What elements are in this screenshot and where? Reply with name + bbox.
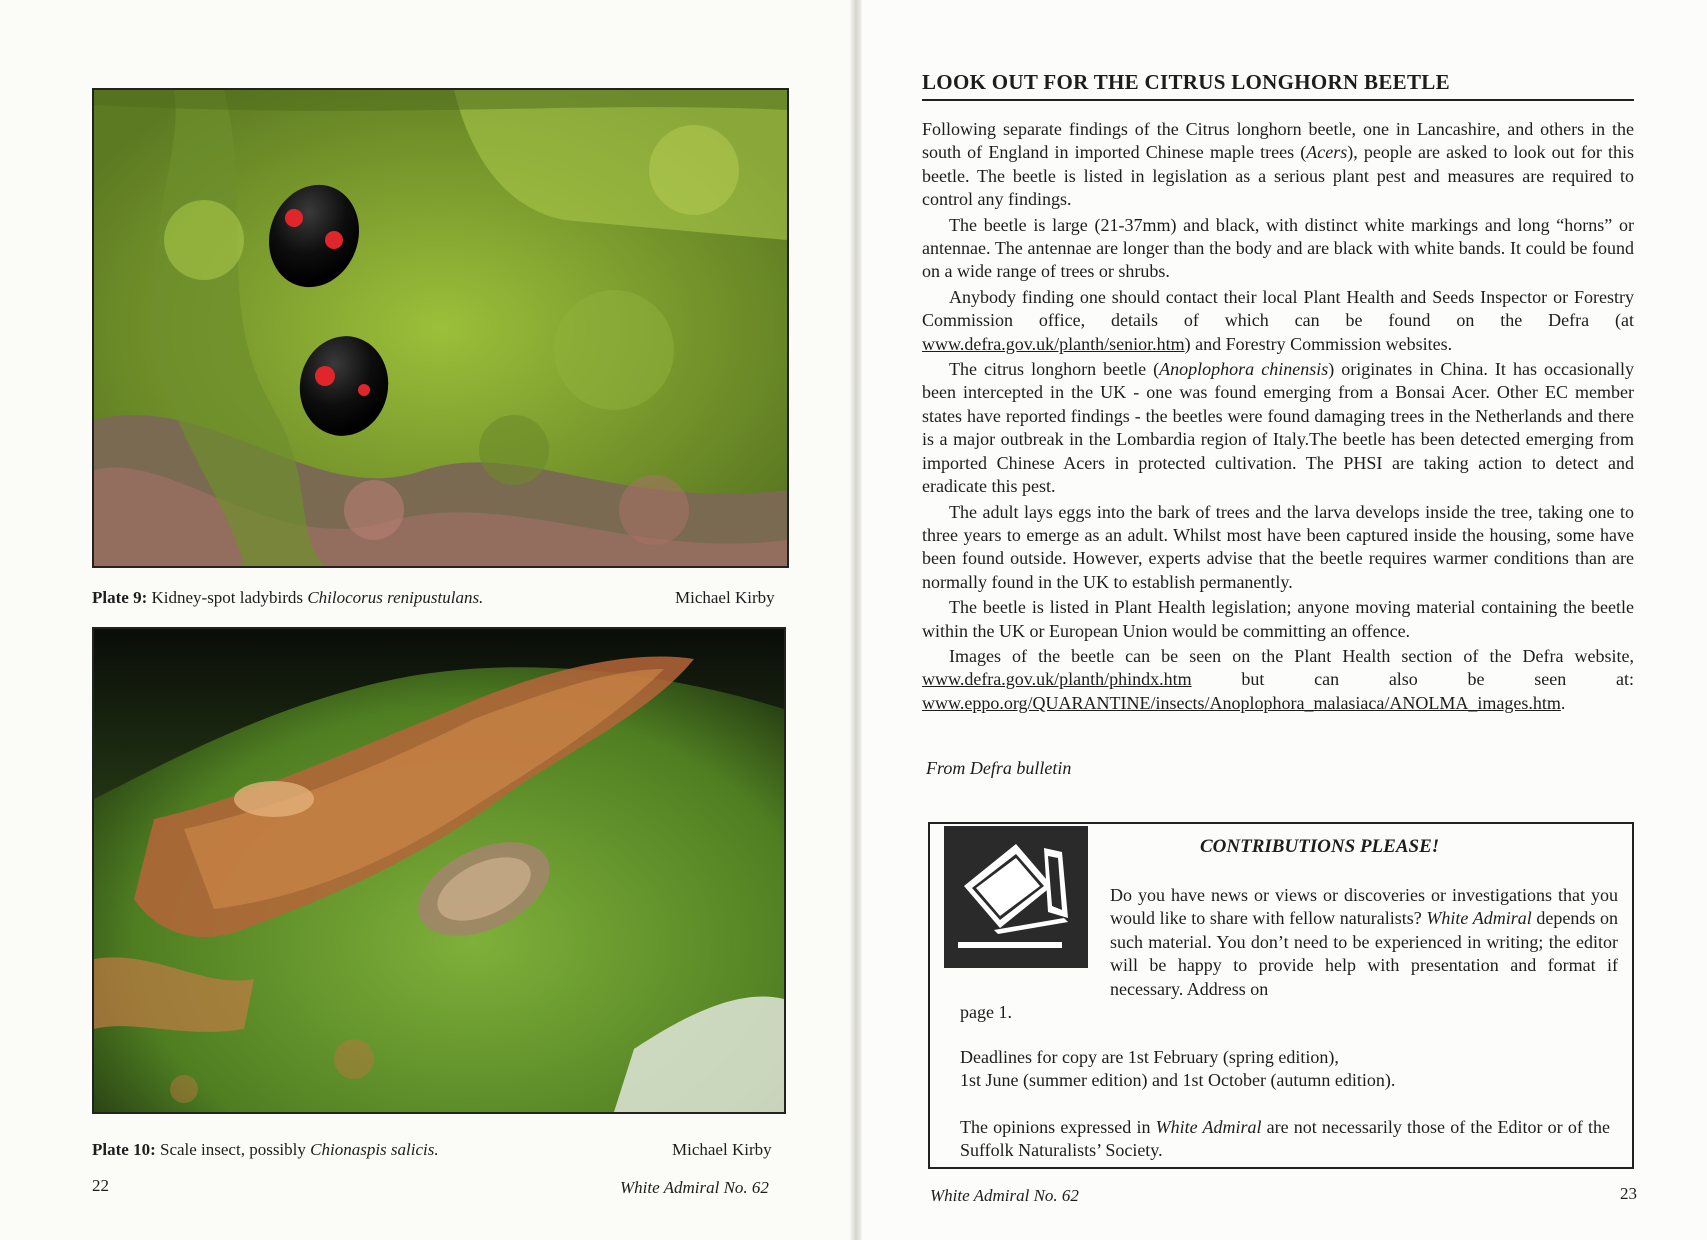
plate10-credit: Michael Kirby — [672, 1140, 772, 1159]
plate9-label: Plate 9: — [92, 588, 148, 607]
left-running-footer: White Admiral No. 62 — [620, 1178, 769, 1197]
contributions-title: CONTRIBUTIONS PLEASE! — [1200, 836, 1440, 857]
writing-paper-icon — [944, 826, 1088, 968]
contributions-box — [928, 822, 1634, 1169]
defra-senior-link[interactable]: www.defra.gov.uk/planth/senior.htm — [922, 333, 1185, 354]
plate9-credit: Michael Kirby — [675, 588, 775, 607]
article-paragraph: The beetle is listed in Plant Health legislation; anyone moving material containing the beetle within the UK or European Union would be committing an offence. — [922, 597, 1634, 641]
article-paragraph: Images of the beetle can be seen on the Plant Health section of the Defra website, www.defra.gov.uk/planth/phindx.htm but can also be seen at: www.eppo.org/QUARANTINE/insects/Anoplophora_malasiaca/ANOLMA_images.htm. — [922, 645, 1634, 713]
contributions-text-continued: page 1. — [960, 1002, 1012, 1022]
contributions-text: Do you have news or views or discoveries or investigations that you would like to share with fellow naturalists? White Admiral depends on such material. You don’t need to be experienced in writing; the editor will be happy to provide help with presentation and format if necessary. Address on — [1110, 885, 1618, 999]
article-paragraph: The beetle is large (21-37mm) and black, with distinct white markings and long “horns” or antennae. The antennae are longer than the body and are black with white bands. It could be found on a wide range of trees or shrubs. — [922, 214, 1634, 282]
article-paragraph: Following separate findings of the Citrus longhorn beetle, one in Lancashire, and others in the south of England in imported Chinese maple trees (Acers), people are asked to look out for this beetle. The beetle is listed in legislation as a serious plant pest and measures are required to control any findings. — [922, 119, 1634, 210]
opinions-disclaimer: The opinions expressed in White Admiral are not necessarily those of the Editor or of the Suffolk Naturalists’ Society. — [960, 1117, 1610, 1161]
plate10-label: Plate 10: — [92, 1140, 156, 1159]
left-page-number: 22 — [92, 1176, 109, 1195]
plate9-photo — [92, 88, 789, 568]
book-gutter — [850, 0, 862, 1240]
deadlines-text: Deadlines for copy are 1st February (spring edition), 1st June (summer edition) and 1st October (autumn edition). — [960, 1047, 1396, 1091]
plate10-species: Chionaspis salicis. — [310, 1140, 439, 1159]
article-paragraph: The adult lays eggs into the bark of trees and the larva develops inside the tree, taking one to three years to emerge as an adult. Whilst most have been captured inside the housing, some have been found outside. However, experts advise that the beetle requires warmer conditions than are normally found in the UK to establish permanently. — [922, 501, 1634, 592]
right-running-footer: White Admiral No. 62 — [930, 1186, 1079, 1205]
article-title: LOOK OUT FOR THE CITRUS LONGHORN BEETLE — [922, 70, 1634, 101]
article-body — [922, 118, 1634, 717]
article-paragraph: The citrus longhorn beetle (Anoplophora chinensis) originates in China. It has occasionally been intercepted in the UK - one was found emerging from a Bonsai Acer. Other EC member states have reported findings - the beetles were found damaging trees in the Netherlands and there is a major outbreak in the Lombardia region of Italy.The beetle has been detected emerging from imported Chinese Acers in protected cultivation. The PHSI are taking action to detect and eradicate this pest. — [922, 359, 1635, 497]
plate10-text: Scale insect, possibly — [159, 1140, 311, 1159]
right-page-number: 23 — [1620, 1184, 1637, 1203]
article-paragraph: Anybody finding one should contact their local Plant Health and Seeds Inspector or Forestry Commission office, details of which can be found on the Defra (at www.defra.gov.uk/planth/senior.htm) and Forestry Commission websites. — [922, 286, 1634, 354]
plate9-species: Chilocorus renipustulans. — [307, 588, 484, 607]
source-note: From Defra bulletin — [926, 758, 1072, 778]
defra-phindx-link[interactable]: www.defra.gov.uk/planth/phindx.htm — [922, 669, 1192, 690]
plate10-photo — [92, 627, 786, 1114]
eppo-link[interactable]: www.eppo.org/QUARANTINE/insects/Anoplophora_malasiaca/ANOLMA_images.htm — [922, 692, 1561, 713]
plate9-text: Kidney-spot ladybirds — [151, 588, 308, 607]
plate9-caption — [92, 588, 483, 608]
plate10-caption — [92, 1140, 439, 1160]
